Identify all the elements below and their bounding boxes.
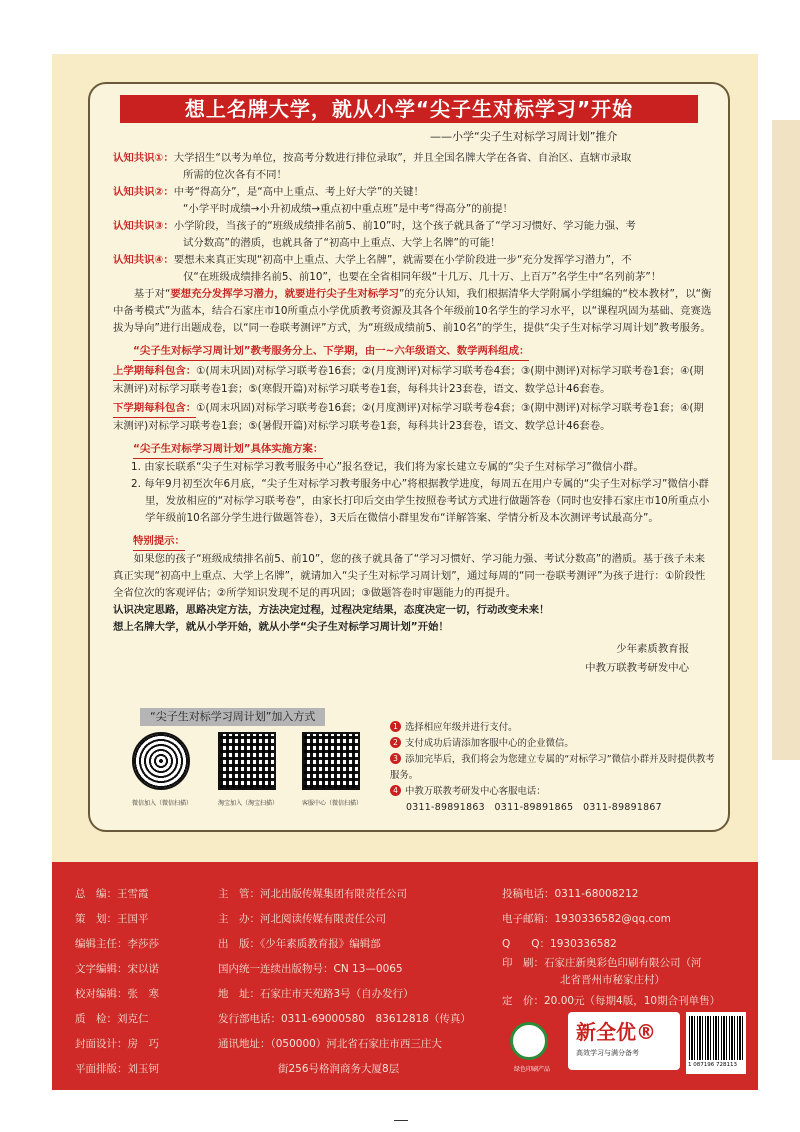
qr-label: 客服中心（微信扫描） [301,800,362,807]
join-steps [390,720,720,816]
signature: 少年素质教育报 中教万联教考研发中心 [585,643,689,674]
credit: 平面排版：刘玉钶 [75,1063,159,1075]
step: 4 中教万联教考研发中心客服电话： [390,784,720,800]
join-section [118,708,714,826]
qr-codes [126,732,371,822]
service-qr-icon[interactable] [302,732,360,790]
publisher-info: 发行部电话：0311-69000580 83612818（传真） [218,1013,471,1025]
barcode [686,1012,746,1074]
plan-item: 1. 由家长联系“尖子生对标学习教考服务中心”报名登记，我们将为家长建立专属的“尖子生对标学习”微信小群。 [131,461,644,473]
publisher-info: 街256号格润商务大厦8层 [278,1063,400,1075]
lower-semester: 下学期每科包含：①(周末巩固)对标学习联考卷16套；②(月度测评)对标学习联考卷4套；③(期中测评)对标学习联考卷1套；④(期末测评)对标学习联考卷1套；⑤(暑假开篇)对标学习联考卷1套，每科共计23套卷，语文、数学总计46套卷。 [113,402,704,432]
green-print-logo-icon [510,1022,548,1060]
brand-name: 新全优® [576,1020,656,1044]
plan-list [113,459,713,527]
contact-info: 电子邮箱：1930336582@qq.com [502,913,671,925]
publisher-info: 国内统一连续出版物号：CN 13—0065 [218,963,403,975]
intro-paragraph: 基于对“要想充分发挥学习潜力，就要进行尖子生对标学习”的充分认知，我们根据清华大学附属小学组编的“校本教材”，以“衡中备考模式”为蓝本，结合石家庄市10所重点小学优质教考资源及其各个年级前10名学生的学习水平，以“课程巩固为基础、竞赛选拔为导向”进行出题成卷，以“同一卷联考测评”方式，为“班级成绩前5、前10名”的学生，提供“尖子生对标学习周计划”教考服务。 [113,288,712,334]
brand-logo [568,1012,680,1070]
credit: 编辑主任：李莎莎 [75,938,159,950]
publisher-info: 地 址：石家庄市天苑路3号（自办发行） [218,988,414,1000]
brand-slogan: 高效学习与满分备考 [576,1049,639,1057]
barcode-bars-icon [689,1016,743,1060]
qr-label: 淘宝加入（淘宝扫描） [217,800,278,807]
qr-label: 微信加入（微信扫描） [131,800,192,807]
plan-heading: “尖子生对标学习周计划”具体实施方案： [133,441,323,459]
join-title: “尖子生对标学习周计划”加入方式 [140,708,325,726]
subtitle: ——小学“尖子生对标学习周计划”推介 [430,130,618,143]
step: 1 选择相应年级并进行支付。 [390,720,720,736]
adjacent-page-edge [772,120,800,760]
page-mark [394,1120,408,1121]
slogan-2: 想上名牌大学，就从小学开始，就从小学“尖子生对标学习周计划”开始！ [113,621,449,633]
credit: 文字编辑：宋以诺 [75,963,159,975]
headline-banner: 想上名牌大学，就从小学“尖子生对标学习”开始 [120,95,698,123]
publisher-info: 主 管：河北出版传媒集团有限责任公司 [218,888,407,900]
credit: 策 划：王国平 [75,913,149,925]
publisher-info: 主 办：河北阅读传媒有限责任公司 [218,913,386,925]
contact-info: Q Q：1930336582 [502,938,617,950]
credit: 总 编：王雪霞 [75,888,149,900]
credit: 校对编辑：张 寒 [75,988,159,1000]
service-heading: “尖子生对标学习周计划”教考服务分上、下学期，由一~六年级语文、数学两科组成： [133,343,529,361]
consensus-1: 认知共识①：大学招生“以考为单位，按高考分数进行排位录取”，并且全国名牌大学在各省、自治区、直辖市录取 所需的位次各有不同！ [113,152,632,181]
publisher-info: 出 版：《少年素质教育报》编辑部 [218,938,381,950]
credit: 质 检：刘克仁 [75,1013,149,1025]
contact-info: 北省晋州市秘家庄村） [560,974,665,986]
article-body [113,150,713,678]
green-print-label: 绿色印刷产品 [513,1066,550,1073]
publisher-info: 通讯地址：（050000）河北省石家庄市西三庄大 [218,1038,442,1050]
service-phones: 0311-89891863 0311-89891865 0311-89891867 [406,802,662,813]
taobao-qr-icon[interactable] [218,732,276,790]
upper-semester: 上学期每科包含：①(周末巩固)对标学习联考卷16套；②(月度测评)对标学习联考卷4套；③(期中测评)对标学习联考卷1套；④(期末测评)对标学习联考卷1套；⑤(寒假开篇)对标学习联考卷1套，每科共计23套卷，语文、数学总计46套卷。 [113,365,704,395]
barcode-number: 1 087196 728113 [688,1062,737,1068]
consensus-2: 认知共识②：中考“得高分”，是“高中上重点、考上好大学”的关键！ “小学平时成绩→小升初成绩→重点初中重点班”是中考“得高分”的前提！ [113,186,513,215]
tip-heading: 特别提示： [133,533,185,551]
step: 2 支付成功后请添加客服中心的企业微信。 [390,736,720,752]
tip-text: 如果您的孩子“班级成绩排名前5、前10”，您的孩子就具备了“学习习惯好、学习能力强、考试分数高”的潜质。基于孩子未来真正实现“初高中上重点、大学上名牌”，就请加入“尖子生对标学习周计划”，通过每周的“同一卷联考测评”为孩子进行：①阶段性全省位次的客观评估；②所学知识发现不足的再巩固；③做题答卷时审题能力的再提升。 [113,553,706,599]
step: 3 添加完毕后，我们将会为您建立专属的“对标学习”微信小群并及时提供教考服务。 [390,754,715,781]
slogan-1: 认识决定思路，思路决定方法，方法决定过程，过程决定结果，态度决定一切，行动改变未来！ [113,604,550,616]
credit: 封面设计：房 巧 [75,1038,159,1050]
contact-info: 印 刷：石家庄新奥彩色印刷有限公司（河 [502,957,702,969]
plan-item: 2. 每年9月初至次年6月底，“尖子生对标学习教考服务中心”将根据教学进度，每周五在用户专属的“尖子生对标学习”微信小群里，发放相应的“对标学习联考卷”，由家长打印后交由学生按照卷考试方式进行做题答卷（同时也安排石家庄市10所重点小学年级前10名部分学生进行做题答卷），3天后在微信小群里发布“详解答案、学情分析及本次测评考试最高分”。 [131,478,710,524]
wechat-qr-icon[interactable] [132,732,190,790]
consensus-4: 认知共识④：要想未来真正实现“初高中上重点、大学上名牌”，就需要在小学阶段进一步“充分发挥学习潜力”，不 仅“在班级成绩排名前5、前10”，也要在全省相同年级“十几万、几十万、上百万”名学生中“名列前茅”！ [113,254,662,283]
contact-info: 投稿电话：0311-68008212 [502,888,639,900]
consensus-3: 认知共识③：小学阶段，当孩子的“班级成绩排名前5、前10”时，这个孩子就具备了“学习习惯好、学习能力强、考 试分数高”的潜质，也就具备了“初高中上重点、大学上名牌”的可能！ [113,220,636,249]
contact-info: 定 价：20.00元（每期4版，10期合刊单售） [502,995,721,1007]
